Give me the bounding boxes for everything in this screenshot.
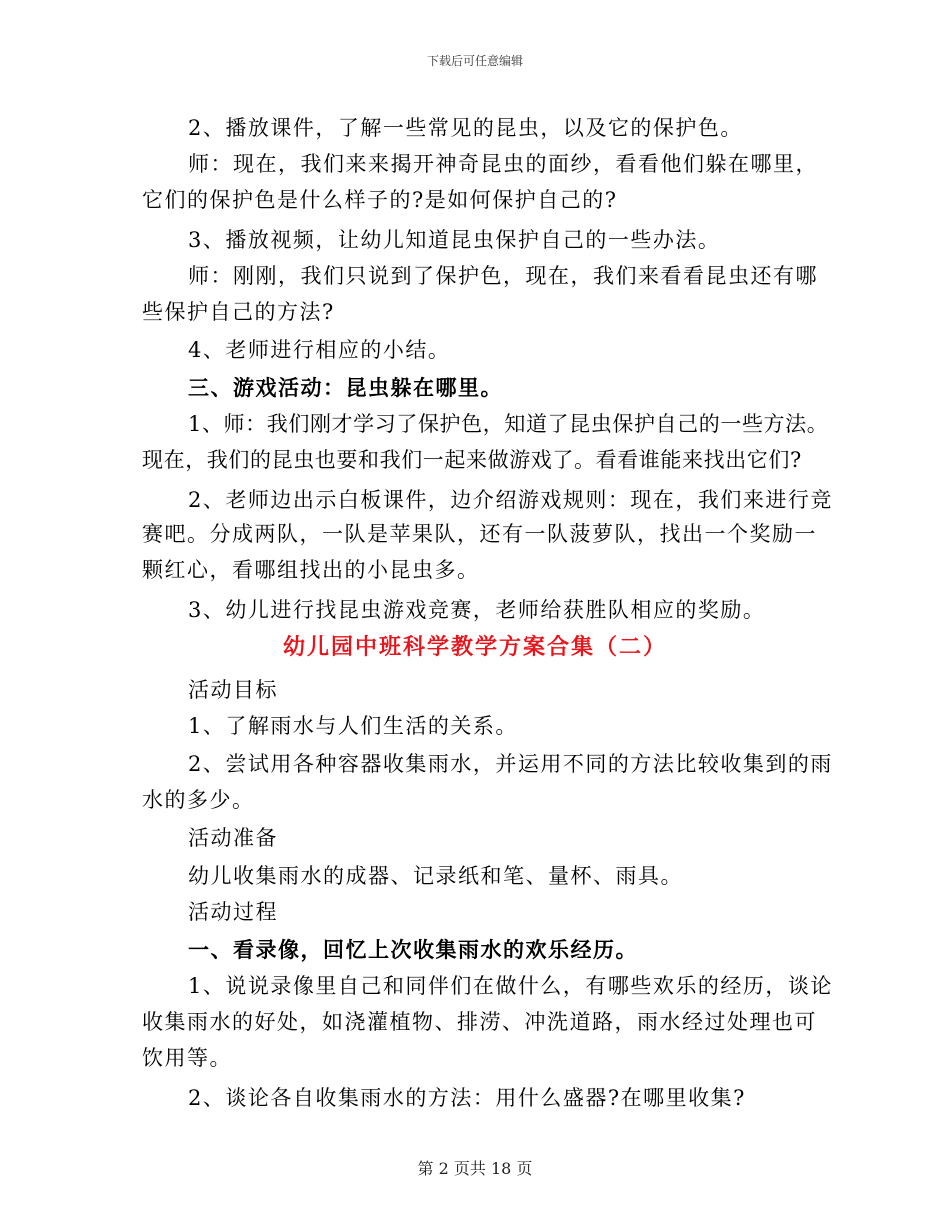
subheading: 活动过程 bbox=[188, 900, 278, 924]
paragraph-line: 3、播放视频，让幼儿知道昆虫保护自己的一些办法。 bbox=[188, 228, 721, 252]
paragraph-line: 1、师：我们刚才学习了保护色，知道了昆虫保护自己的一些方法。 bbox=[188, 412, 829, 436]
paragraph-line: 2、谈论各自收集雨水的方法：用什么盛器?在哪里收集? bbox=[188, 1086, 746, 1110]
subheading: 活动目标 bbox=[188, 678, 278, 702]
paragraph-line: 2、播放课件，了解一些常见的昆虫，以及它的保护色。 bbox=[188, 116, 743, 140]
paragraph-line: 赛吧。分成两队，一队是苹果队，还有一队菠萝队，找出一个奖励一 bbox=[142, 522, 817, 546]
page-header: 下载后可任意编辑 bbox=[426, 54, 523, 68]
paragraph-line: 3、幼儿进行找昆虫游戏竞赛，老师给获胜队相应的奖励。 bbox=[188, 598, 766, 622]
paragraph-line: 2、老师边出示白板课件，边介绍游戏规则：现在，我们来进行竞 bbox=[188, 488, 833, 512]
paragraph-line: 现在，我们的昆虫也要和我们一起来做游戏了。看看谁能来找出它们? bbox=[142, 448, 802, 472]
paragraph-line: 收集雨水的好处，如浇灌植物、排涝、冲洗道路，雨水经过处理也可 bbox=[142, 1010, 817, 1034]
paragraph-line: 师：现在，我们来来揭开神奇昆虫的面纱，看看他们躲在哪里， bbox=[188, 152, 818, 176]
page-number: 第 2 页共 18 页 bbox=[417, 1159, 533, 1178]
paragraph-line: 师：刚刚，我们只说到了保护色，现在，我们来看看昆虫还有哪 bbox=[188, 264, 818, 288]
paragraph-line: 幼儿收集雨水的成器、记录纸和笔、量杯、雨具。 bbox=[188, 864, 683, 888]
paragraph-line: 水的多少。 bbox=[142, 788, 255, 812]
paragraph-line: 1、了解雨水与人们生活的关系。 bbox=[188, 714, 518, 738]
paragraph-line: 它们的保护色是什么样子的?是如何保护自己的? bbox=[142, 188, 618, 212]
paragraph-line: 2、尝试用各种容器收集雨水，并运用不同的方法比较收集到的雨 bbox=[188, 752, 833, 776]
paragraph-line: 1、说说录像里自己和同伴们在做什么，有哪些欢乐的经历，谈论 bbox=[188, 974, 833, 998]
paragraph-line: 些保护自己的方法? bbox=[142, 300, 335, 324]
section-heading: 一、看录像，回忆上次收集雨水的欢乐经历。 bbox=[188, 937, 638, 962]
section-title: 幼儿园中班科学教学方案合集（二） bbox=[282, 634, 667, 660]
paragraph-line: 饮用等。 bbox=[142, 1046, 232, 1070]
paragraph-line: 4、老师进行相应的小结。 bbox=[188, 338, 451, 362]
paragraph-line: 颗红心，看哪组找出的小昆虫多。 bbox=[142, 558, 480, 582]
section-heading: 三、游戏活动：昆虫躲在哪里。 bbox=[188, 375, 503, 400]
subheading: 活动准备 bbox=[188, 826, 278, 850]
